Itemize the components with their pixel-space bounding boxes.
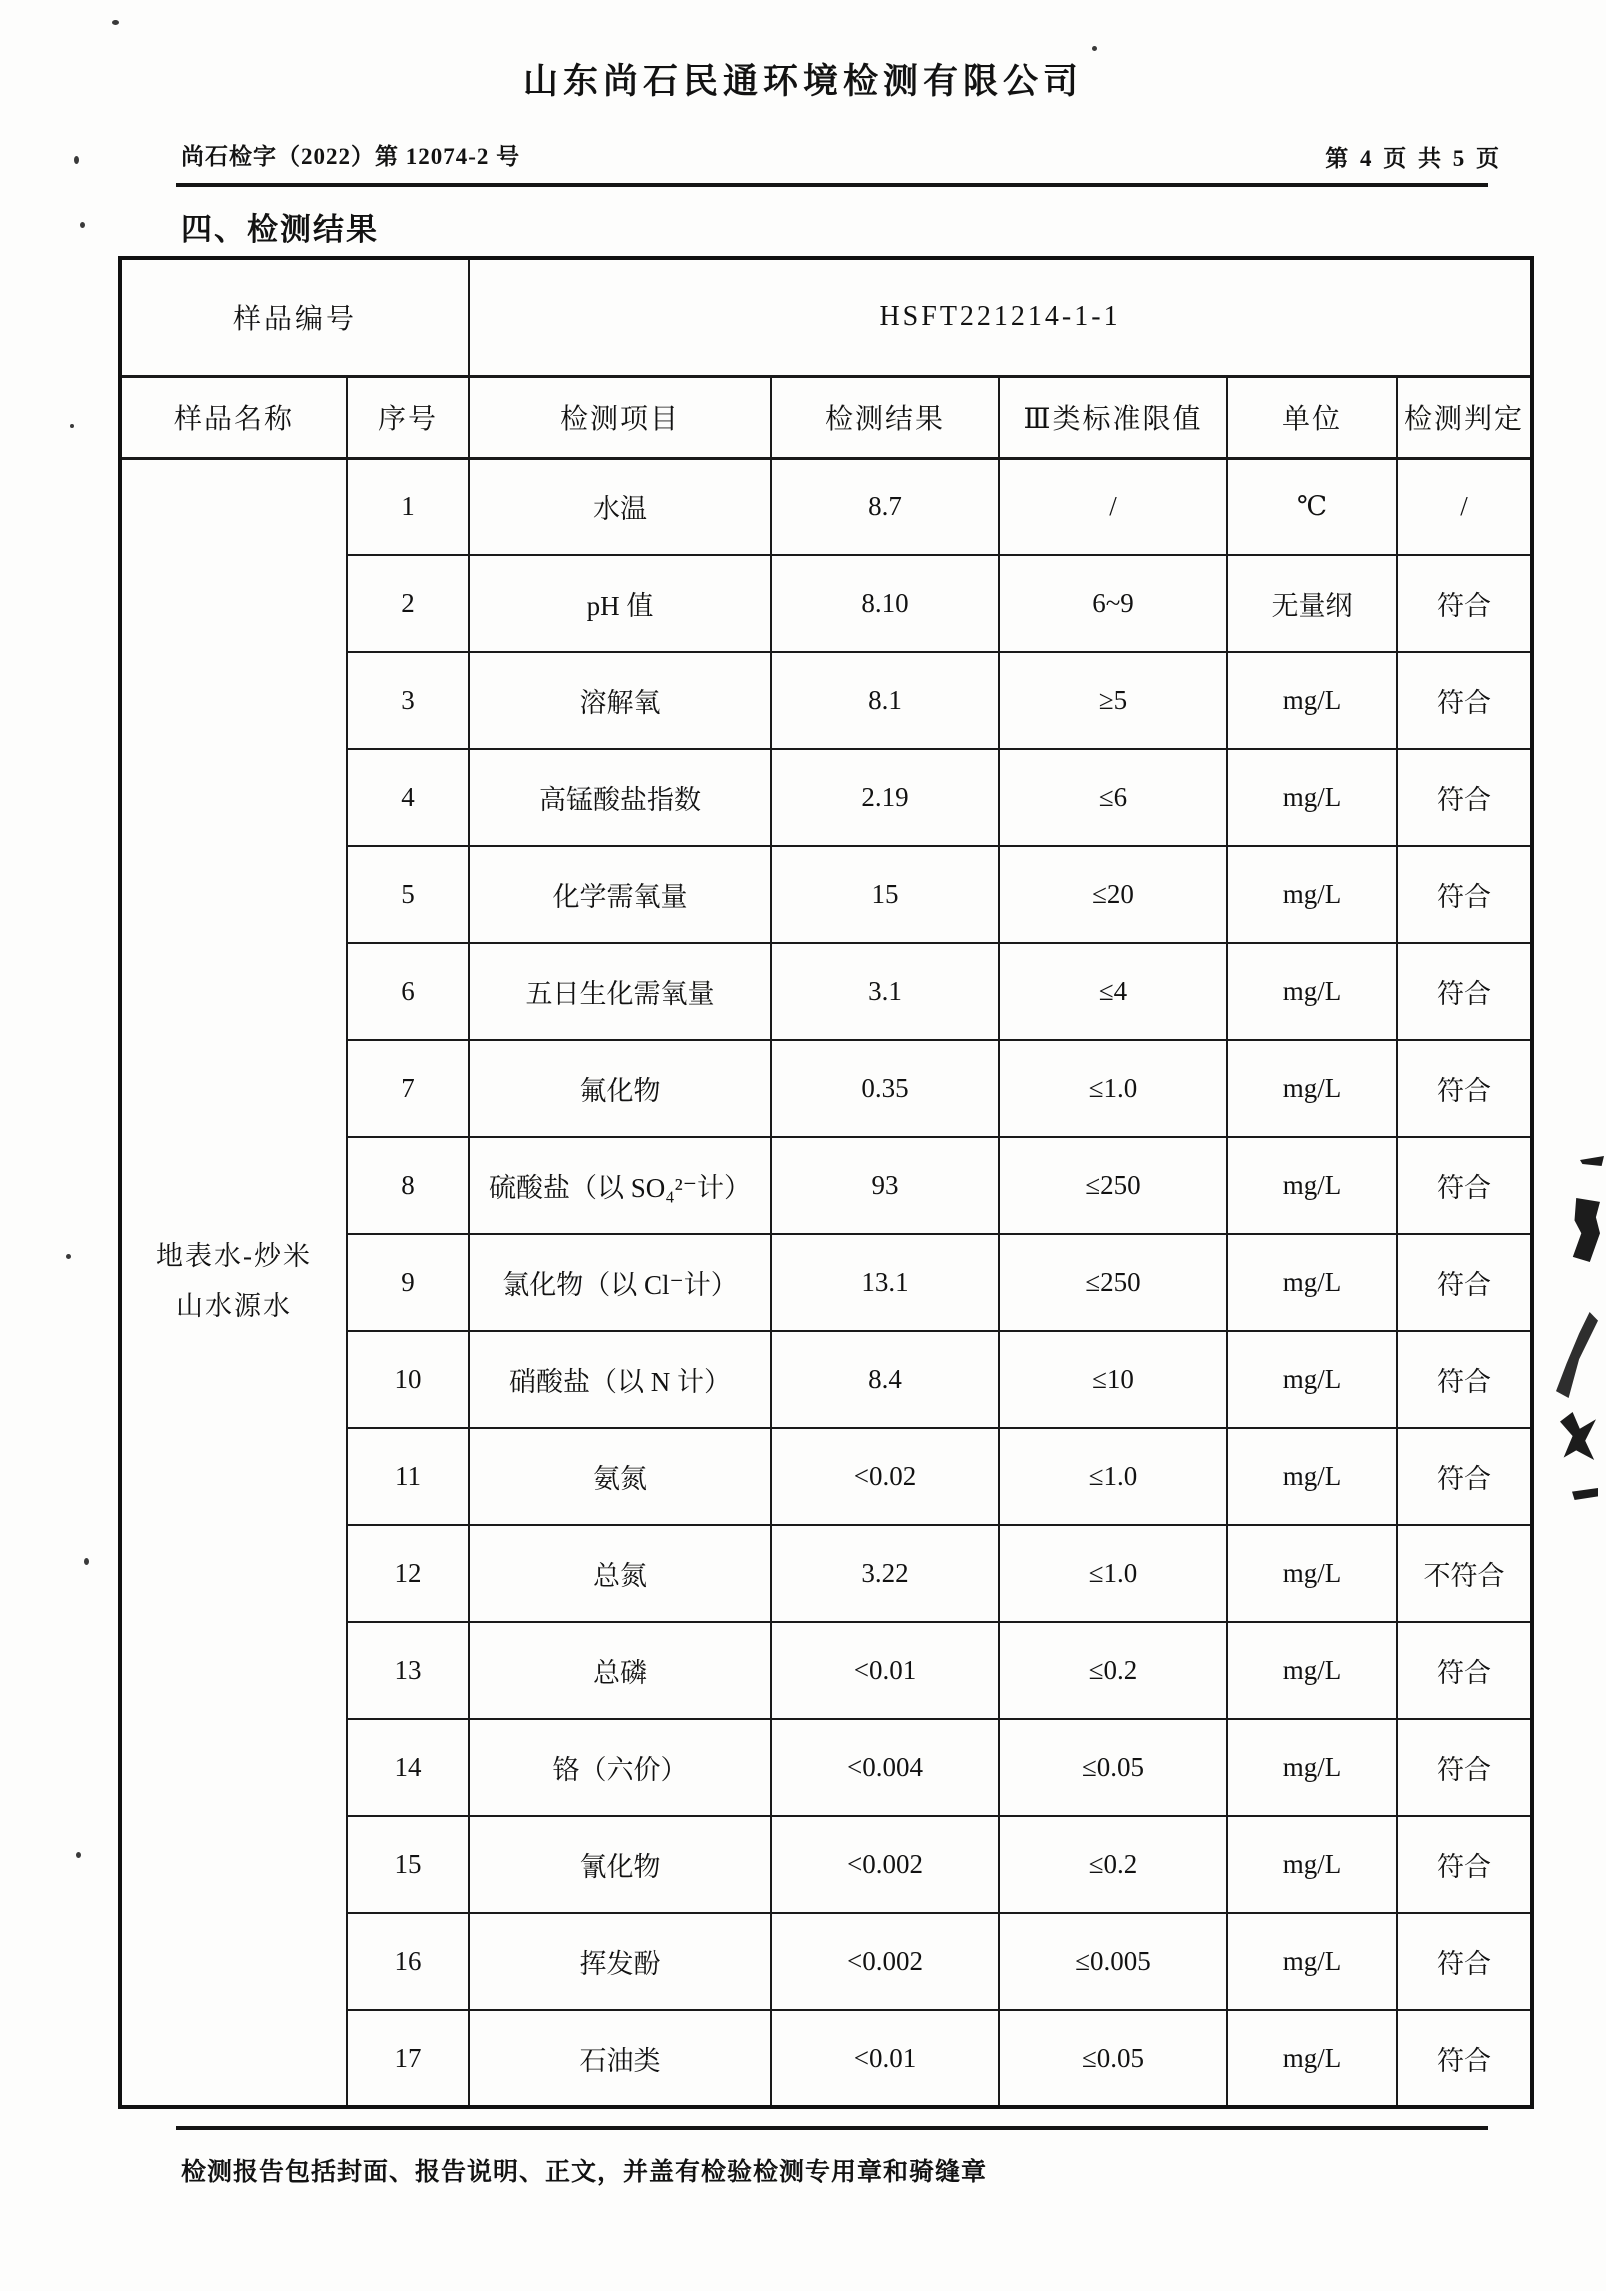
cell-judgment: 符合 <box>1397 846 1532 943</box>
cell-judgment: 符合 <box>1397 1137 1532 1234</box>
cell-no: 11 <box>347 1428 469 1525</box>
cell-item: 总磷 <box>469 1622 771 1719</box>
cell-limit: ≤4 <box>999 943 1227 1040</box>
cell-unit: mg/L <box>1227 1331 1397 1428</box>
sample-name: 地表水-炒米山水源水 <box>156 1241 312 1322</box>
cell-limit: ≤0.05 <box>999 1719 1227 1816</box>
cell-result: <0.004 <box>771 1719 999 1816</box>
scan-speck <box>80 222 85 228</box>
sample-id-value: HSFT221214-1-1 <box>469 258 1532 376</box>
section-title: 四、检测结果 <box>181 212 379 247</box>
cell-unit: ℃ <box>1227 458 1397 555</box>
cell-result: <0.01 <box>771 1622 999 1719</box>
result-row-1 <box>120 458 1532 555</box>
cell-unit: 无量纲 <box>1227 555 1397 652</box>
cell-no: 14 <box>347 1719 469 1816</box>
cell-result: <0.002 <box>771 1816 999 1913</box>
cell-judgment: 符合 <box>1397 1913 1532 2010</box>
cell-result: 3.22 <box>771 1525 999 1622</box>
scan-speck <box>74 156 79 164</box>
cell-unit: mg/L <box>1227 1816 1397 1913</box>
cell-judgment: 符合 <box>1397 1719 1532 1816</box>
cell-limit: ≤0.2 <box>999 1622 1227 1719</box>
sample-id-label: 样品编号 <box>120 258 469 376</box>
results-table <box>118 256 1534 2109</box>
cell-item: 硝酸盐（以 N 计） <box>469 1331 771 1428</box>
column-header-4: Ⅲ类标准限值 <box>999 376 1227 458</box>
cell-result: 8.7 <box>771 458 999 555</box>
cell-result: <0.01 <box>771 2010 999 2107</box>
column-header-row <box>120 376 1532 458</box>
cell-item: 挥发酚 <box>469 1913 771 2010</box>
cell-result: 2.19 <box>771 749 999 846</box>
header-divider <box>176 183 1488 187</box>
column-header-5: 单位 <box>1227 376 1397 458</box>
cell-no: 7 <box>347 1040 469 1137</box>
binding-stamp-fragment <box>1580 1156 1604 1166</box>
cell-result: 3.1 <box>771 943 999 1040</box>
cell-item: 水温 <box>469 458 771 555</box>
scan-speck <box>112 20 119 25</box>
cell-item: 氰化物 <box>469 1816 771 1913</box>
binding-stamp-fragment <box>1560 1412 1596 1460</box>
page-number: 第 4 页 共 5 页 <box>1325 146 1502 171</box>
cell-item: 石油类 <box>469 2010 771 2107</box>
cell-unit: mg/L <box>1227 749 1397 846</box>
cell-no: 1 <box>347 458 469 555</box>
cell-unit: mg/L <box>1227 846 1397 943</box>
cell-result: 0.35 <box>771 1040 999 1137</box>
cell-no: 9 <box>347 1234 469 1331</box>
cell-no: 5 <box>347 846 469 943</box>
cell-judgment: 符合 <box>1397 1816 1532 1913</box>
cell-result: <0.02 <box>771 1428 999 1525</box>
cell-limit: ≤1.0 <box>999 1525 1227 1622</box>
cell-no: 17 <box>347 2010 469 2107</box>
cell-judgment: 符合 <box>1397 1331 1532 1428</box>
cell-limit: ≤6 <box>999 749 1227 846</box>
cell-limit: ≤0.005 <box>999 1913 1227 2010</box>
cell-no: 13 <box>347 1622 469 1719</box>
cell-result: 13.1 <box>771 1234 999 1331</box>
scan-speck <box>76 1852 81 1858</box>
cell-judgment: 符合 <box>1397 1622 1532 1719</box>
cell-limit: 6~9 <box>999 555 1227 652</box>
scan-speck <box>70 424 74 428</box>
cell-no: 4 <box>347 749 469 846</box>
cell-result: <0.002 <box>771 1913 999 2010</box>
cell-limit: ≥5 <box>999 652 1227 749</box>
cell-item: 总氮 <box>469 1525 771 1622</box>
cell-limit: ≤250 <box>999 1137 1227 1234</box>
cell-result: 93 <box>771 1137 999 1234</box>
cell-no: 10 <box>347 1331 469 1428</box>
binding-stamp-fragment <box>1572 1488 1598 1500</box>
scan-speck <box>66 1254 71 1259</box>
cell-limit: / <box>999 458 1227 555</box>
cell-item: 氯化物（以 Cl⁻计） <box>469 1234 771 1331</box>
cell-result: 8.10 <box>771 555 999 652</box>
cell-item: 化学需氧量 <box>469 846 771 943</box>
document-number: 尚石检字（2022）第 12074-2 号 <box>181 144 521 169</box>
cell-judgment: 符合 <box>1397 1234 1532 1331</box>
cell-item: 五日生化需氧量 <box>469 943 771 1040</box>
cell-unit: mg/L <box>1227 1622 1397 1719</box>
cell-item: pH 值 <box>469 555 771 652</box>
cell-item: 硫酸盐（以 SO₄²⁻计） <box>469 1137 771 1234</box>
cell-limit: ≤20 <box>999 846 1227 943</box>
cell-limit: ≤1.0 <box>999 1040 1227 1137</box>
cell-judgment: 符合 <box>1397 943 1532 1040</box>
cell-judgment: 符合 <box>1397 1040 1532 1137</box>
cell-judgment: 符合 <box>1397 749 1532 846</box>
cell-judgment: 符合 <box>1397 555 1532 652</box>
cell-limit: ≤250 <box>999 1234 1227 1331</box>
sample-id-row <box>120 258 1532 376</box>
cell-limit: ≤1.0 <box>999 1428 1227 1525</box>
cell-no: 8 <box>347 1137 469 1234</box>
cell-unit: mg/L <box>1227 1525 1397 1622</box>
footer-note: 检测报告包括封面、报告说明、正文，并盖有检验检测专用章和骑缝章 <box>181 2159 988 2186</box>
cell-no: 12 <box>347 1525 469 1622</box>
cell-no: 3 <box>347 652 469 749</box>
cell-unit: mg/L <box>1227 1719 1397 1816</box>
cell-unit: mg/L <box>1227 652 1397 749</box>
cell-judgment: 符合 <box>1397 652 1532 749</box>
cell-item: 氟化物 <box>469 1040 771 1137</box>
cell-judgment: 不符合 <box>1397 1525 1532 1622</box>
cell-no: 2 <box>347 555 469 652</box>
cell-no: 16 <box>347 1913 469 2010</box>
cell-judgment: 符合 <box>1397 2010 1532 2107</box>
cell-item: 溶解氧 <box>469 652 771 749</box>
cell-result: 8.1 <box>771 652 999 749</box>
cell-limit: ≤0.2 <box>999 1816 1227 1913</box>
cell-result: 8.4 <box>771 1331 999 1428</box>
cell-unit: mg/L <box>1227 1234 1397 1331</box>
cell-no: 6 <box>347 943 469 1040</box>
company-name: 山东尚石民通环境检测有限公司 <box>522 62 1083 101</box>
column-header-0: 样品名称 <box>120 376 347 458</box>
binding-stamp-fragment <box>1556 1312 1598 1398</box>
cell-limit: ≤0.05 <box>999 2010 1227 2107</box>
sample-name-cell <box>120 458 347 2107</box>
column-header-6: 检测判定 <box>1397 376 1532 458</box>
cell-limit: ≤10 <box>999 1331 1227 1428</box>
column-header-1: 序号 <box>347 376 469 458</box>
cell-unit: mg/L <box>1227 1040 1397 1137</box>
cell-unit: mg/L <box>1227 2010 1397 2107</box>
cell-judgment: 符合 <box>1397 1428 1532 1525</box>
scan-speck <box>1092 46 1097 51</box>
column-header-3: 检测结果 <box>771 376 999 458</box>
cell-item: 氨氮 <box>469 1428 771 1525</box>
binding-stamp-fragment <box>1566 1198 1600 1262</box>
cell-unit: mg/L <box>1227 1428 1397 1525</box>
cell-unit: mg/L <box>1227 943 1397 1040</box>
cell-item: 高锰酸盐指数 <box>469 749 771 846</box>
cell-judgment: / <box>1397 458 1532 555</box>
cell-item: 铬（六价） <box>469 1719 771 1816</box>
scan-speck <box>84 1558 89 1565</box>
footer-divider <box>176 2126 1488 2130</box>
cell-unit: mg/L <box>1227 1913 1397 2010</box>
column-header-2: 检测项目 <box>469 376 771 458</box>
cell-unit: mg/L <box>1227 1137 1397 1234</box>
cell-no: 15 <box>347 1816 469 1913</box>
cell-result: 15 <box>771 846 999 943</box>
